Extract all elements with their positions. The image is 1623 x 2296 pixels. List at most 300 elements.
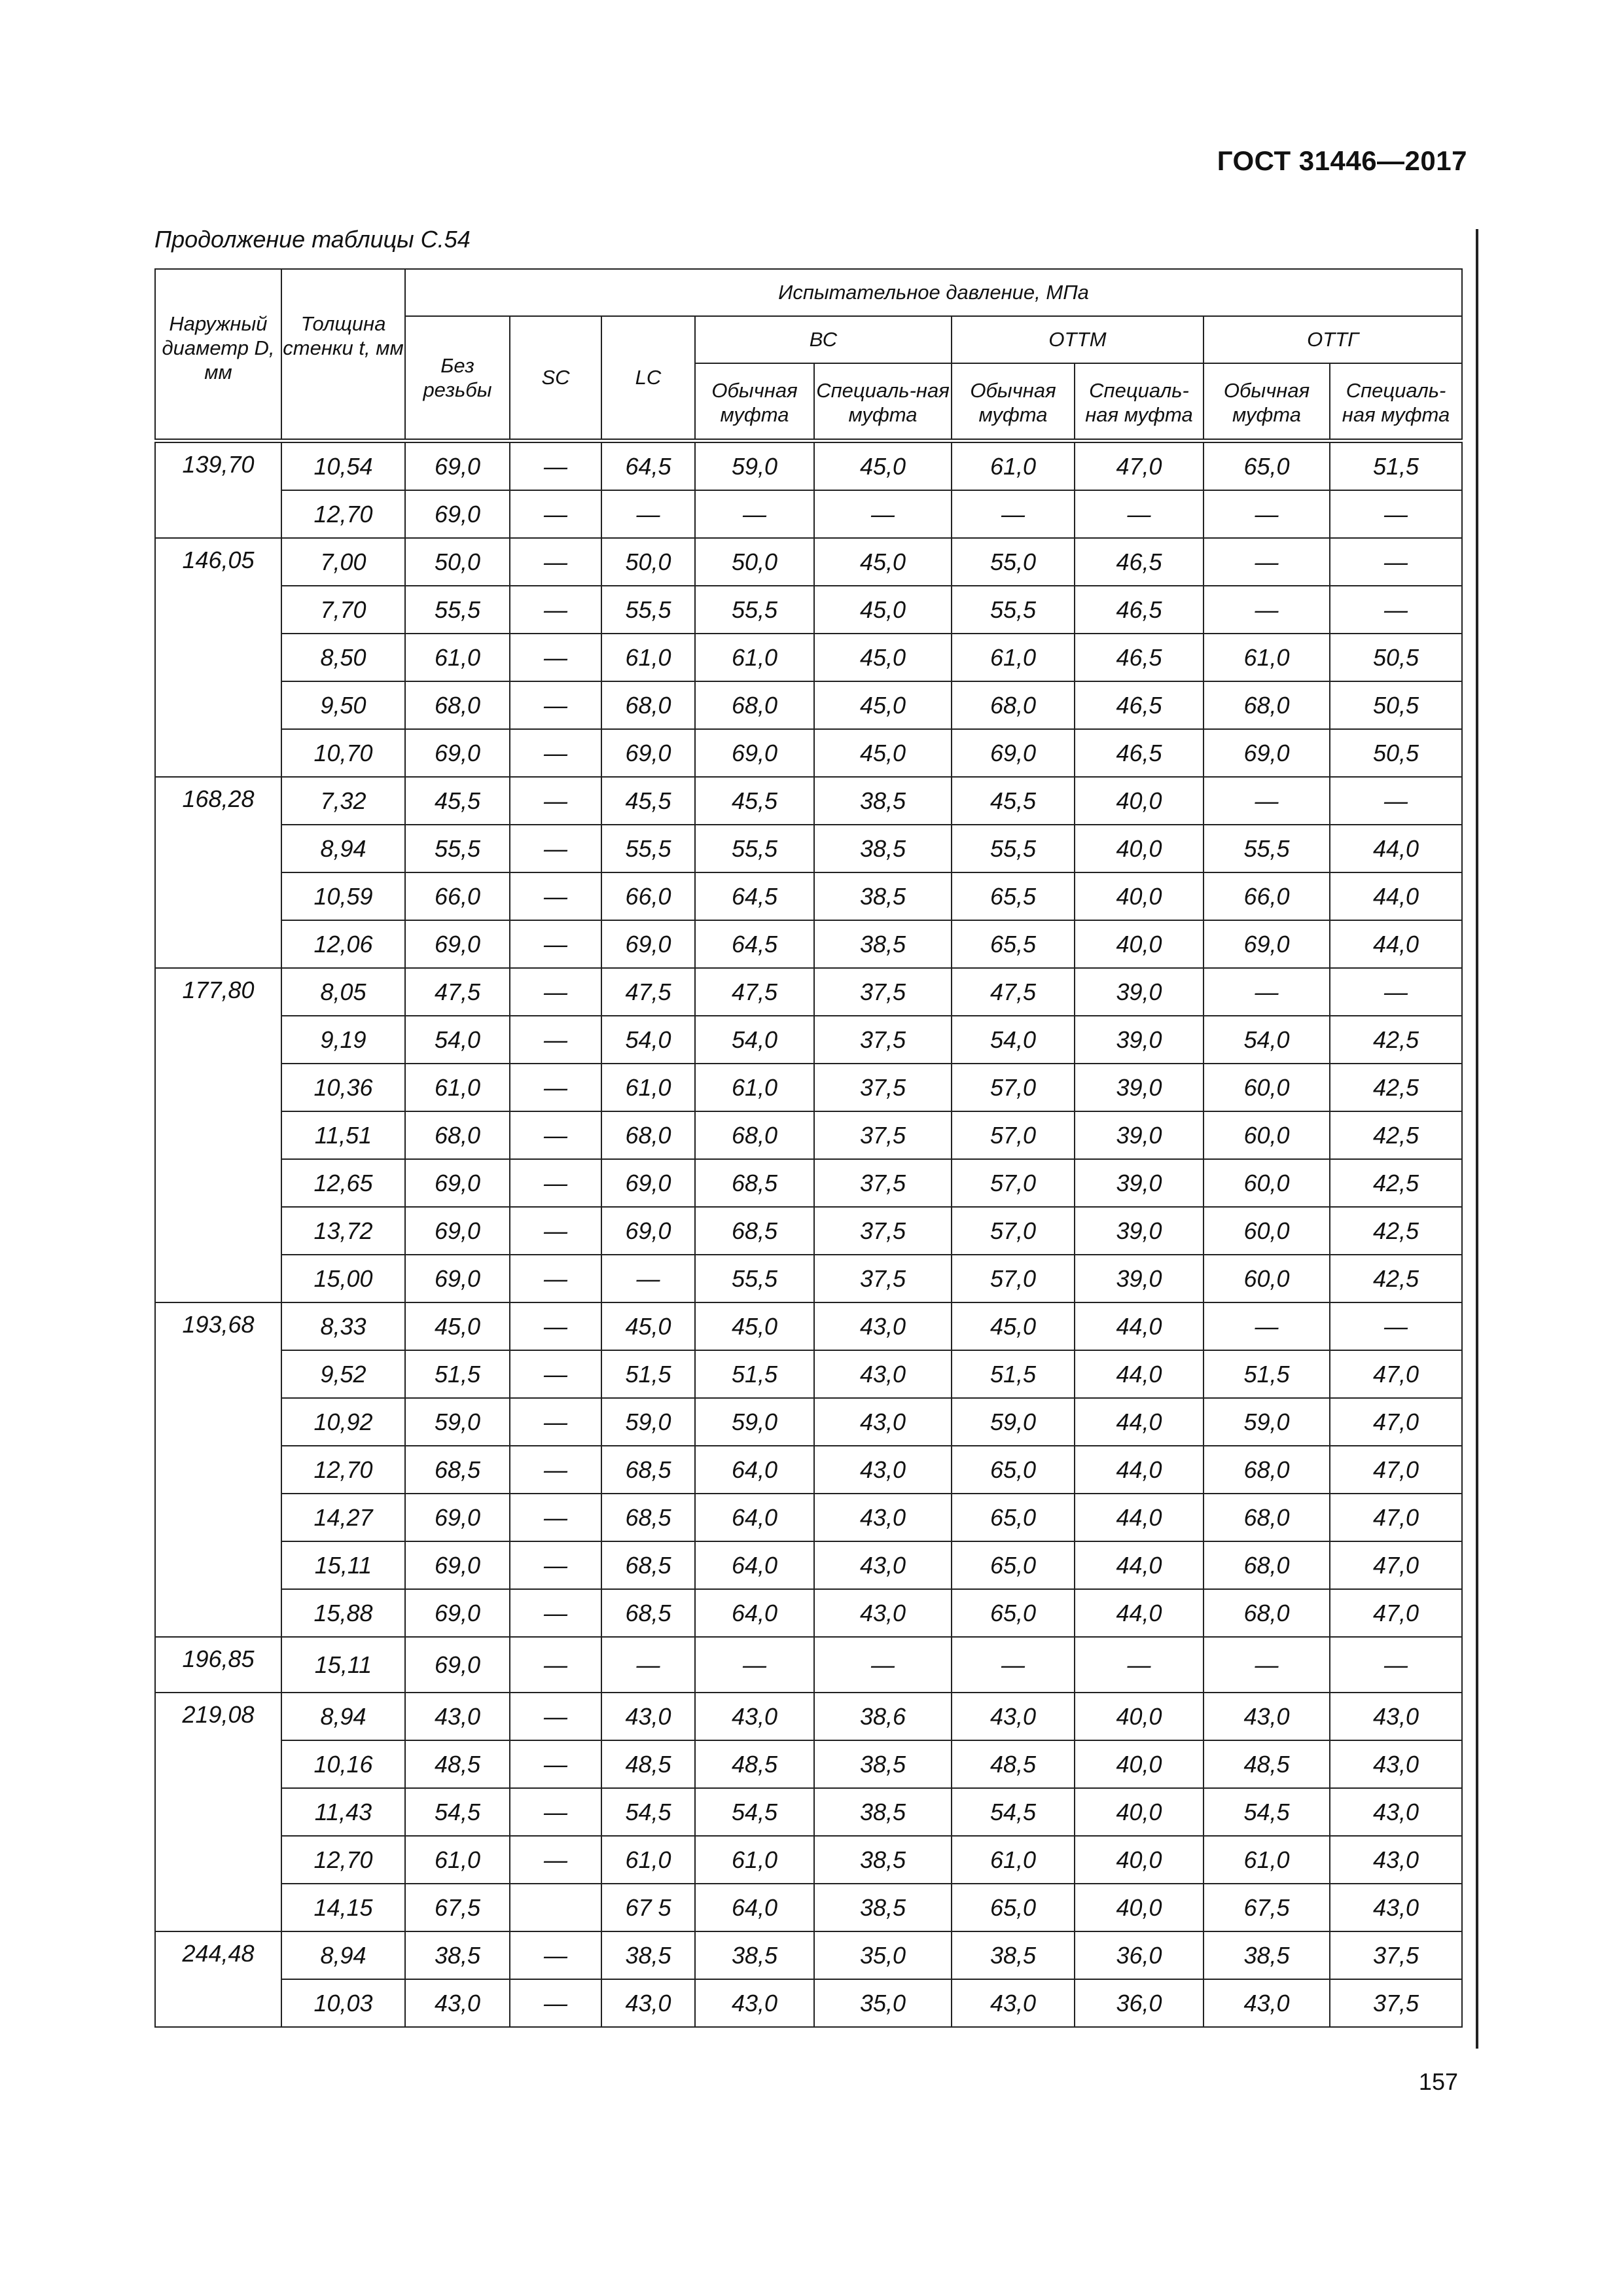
cell-bc-special: 45,0 — [814, 538, 952, 586]
cell-lc: 43,0 — [601, 1693, 695, 1740]
cell-ottg-regular: 68,0 — [1204, 681, 1330, 729]
cell-ottm-regular: 57,0 — [952, 1111, 1075, 1159]
cell-sc: — — [510, 681, 601, 729]
cell-ottm-regular: 59,0 — [952, 1398, 1075, 1446]
cell-bc-special: — — [814, 490, 952, 538]
cell-sc: — — [510, 1637, 601, 1693]
cell-ottm-special: 40,0 — [1075, 1693, 1204, 1740]
cell-no-thread: 45,0 — [405, 1302, 510, 1350]
cell-sc: — — [510, 1541, 601, 1589]
table-row — [155, 538, 1462, 586]
cell-no-thread: 69,0 — [405, 920, 510, 968]
cell-sc: — — [510, 1207, 601, 1255]
cell-sc: — — [510, 538, 601, 586]
table-row — [155, 920, 1462, 968]
cell-sc: — — [510, 1788, 601, 1836]
cell-bc-special: 45,0 — [814, 729, 952, 777]
cell-diameter: 193,68 — [155, 1302, 281, 1637]
cell-no-thread: 45,5 — [405, 777, 510, 825]
table-row — [155, 1255, 1462, 1302]
header-ottm-regular: Обычная муфта — [952, 363, 1075, 441]
cell-ottm-regular: 57,0 — [952, 1064, 1075, 1111]
cell-ottm-regular: 65,5 — [952, 920, 1075, 968]
cell-no-thread: 55,5 — [405, 825, 510, 872]
cell-lc: 68,5 — [601, 1541, 695, 1589]
cell-bc-special: 37,5 — [814, 1064, 952, 1111]
cell-sc: — — [510, 825, 601, 872]
table-row — [155, 1159, 1462, 1207]
cell-ottg-special: 47,0 — [1330, 1494, 1462, 1541]
cell-ottm-regular: 43,0 — [952, 1693, 1075, 1740]
cell-ottg-regular: 69,0 — [1204, 729, 1330, 777]
cell-ottg-special: 42,5 — [1330, 1255, 1462, 1302]
cell-bc-special: 45,0 — [814, 441, 952, 491]
cell-bc-regular: 45,0 — [695, 1302, 814, 1350]
cell-ottg-special: 42,5 — [1330, 1159, 1462, 1207]
cell-ottg-special: 44,0 — [1330, 920, 1462, 968]
cell-ottm-special: 36,0 — [1075, 1979, 1204, 2027]
cell-sc: — — [510, 1836, 601, 1884]
cell-bc-special: 43,0 — [814, 1589, 952, 1637]
cell-bc-regular: 64,0 — [695, 1494, 814, 1541]
cell-ottm-special: — — [1075, 1637, 1204, 1693]
cell-ottm-regular: — — [952, 490, 1075, 538]
cell-bc-regular: 64,5 — [695, 872, 814, 920]
cell-bc-regular: 54,0 — [695, 1016, 814, 1064]
table-row — [155, 1207, 1462, 1255]
table-row — [155, 1398, 1462, 1446]
table-row — [155, 1589, 1462, 1637]
cell-bc-regular: 68,5 — [695, 1207, 814, 1255]
cell-bc-regular: 55,5 — [695, 825, 814, 872]
cell-bc-special: 37,5 — [814, 1111, 952, 1159]
cell-no-thread: 69,0 — [405, 441, 510, 491]
table-row — [155, 1541, 1462, 1589]
cell-wall: 15,11 — [281, 1541, 405, 1589]
cell-bc-special: 37,5 — [814, 1255, 952, 1302]
cell-ottm-special: 36,0 — [1075, 1931, 1204, 1979]
table-row — [155, 1637, 1462, 1693]
cell-no-thread: 55,5 — [405, 586, 510, 634]
cell-sc: — — [510, 634, 601, 681]
cell-ottm-special: 44,0 — [1075, 1589, 1204, 1637]
cell-sc: — — [510, 777, 601, 825]
cell-ottg-regular: 68,0 — [1204, 1589, 1330, 1637]
cell-ottg-special: 43,0 — [1330, 1836, 1462, 1884]
cell-ottm-regular: 55,0 — [952, 538, 1075, 586]
table-row — [155, 1931, 1462, 1979]
cell-lc: 61,0 — [601, 1064, 695, 1111]
cell-sc — [510, 1884, 601, 1931]
cell-lc: 68,5 — [601, 1446, 695, 1494]
cell-bc-special: 43,0 — [814, 1446, 952, 1494]
cell-bc-regular: 64,0 — [695, 1589, 814, 1637]
cell-wall: 7,32 — [281, 777, 405, 825]
cell-sc: — — [510, 729, 601, 777]
table-row — [155, 1446, 1462, 1494]
header-diameter: Наружный диаметр D, мм — [155, 269, 281, 441]
cell-ottm-special: 40,0 — [1075, 777, 1204, 825]
table-caption: Продолжение таблицы С.54 — [154, 226, 471, 253]
cell-bc-regular: 64,5 — [695, 920, 814, 968]
cell-ottg-regular: 60,0 — [1204, 1207, 1330, 1255]
cell-ottm-special: 44,0 — [1075, 1494, 1204, 1541]
cell-ottg-regular: — — [1204, 968, 1330, 1016]
cell-diameter: 219,08 — [155, 1693, 281, 1931]
cell-bc-regular: 69,0 — [695, 729, 814, 777]
cell-no-thread: 68,0 — [405, 1111, 510, 1159]
cell-ottg-special: — — [1330, 538, 1462, 586]
cell-bc-special: 38,5 — [814, 920, 952, 968]
cell-lc: 48,5 — [601, 1740, 695, 1788]
cell-wall: 8,50 — [281, 634, 405, 681]
header-no-thread: Без резьбы — [405, 316, 510, 441]
cell-ottm-regular: 61,0 — [952, 634, 1075, 681]
cell-ottg-regular: — — [1204, 586, 1330, 634]
cell-ottg-special: 47,0 — [1330, 1398, 1462, 1446]
cell-sc: — — [510, 441, 601, 491]
cell-bc-regular: 38,5 — [695, 1931, 814, 1979]
cell-bc-special: 37,5 — [814, 1159, 952, 1207]
cell-ottm-regular: 55,5 — [952, 586, 1075, 634]
cell-bc-special: 43,0 — [814, 1350, 952, 1398]
cell-lc: 55,5 — [601, 825, 695, 872]
table-row — [155, 490, 1462, 538]
cell-wall: 15,11 — [281, 1637, 405, 1693]
cell-wall: 10,36 — [281, 1064, 405, 1111]
table-row — [155, 1016, 1462, 1064]
cell-bc-regular: — — [695, 1637, 814, 1693]
cell-bc-special: 43,0 — [814, 1398, 952, 1446]
cell-lc: 69,0 — [601, 1207, 695, 1255]
cell-ottg-regular: 51,5 — [1204, 1350, 1330, 1398]
cell-wall: 7,70 — [281, 586, 405, 634]
cell-lc: 61,0 — [601, 634, 695, 681]
cell-ottg-regular: 60,0 — [1204, 1111, 1330, 1159]
cell-ottm-special: 46,5 — [1075, 538, 1204, 586]
cell-no-thread: 54,0 — [405, 1016, 510, 1064]
cell-ottm-special: 44,0 — [1075, 1302, 1204, 1350]
cell-no-thread: 61,0 — [405, 1064, 510, 1111]
cell-ottg-regular: 61,0 — [1204, 1836, 1330, 1884]
cell-ottm-special: 46,5 — [1075, 634, 1204, 681]
cell-no-thread: 69,0 — [405, 1207, 510, 1255]
cell-ottm-special: 40,0 — [1075, 1884, 1204, 1931]
cell-ottm-regular: 48,5 — [952, 1740, 1075, 1788]
cell-ottg-special: 43,0 — [1330, 1884, 1462, 1931]
cell-ottg-regular: 61,0 — [1204, 634, 1330, 681]
cell-ottm-regular: 43,0 — [952, 1979, 1075, 2027]
cell-sc: — — [510, 1446, 601, 1494]
cell-ottg-regular: 60,0 — [1204, 1255, 1330, 1302]
cell-no-thread: 43,0 — [405, 1979, 510, 2027]
cell-lc: 38,5 — [601, 1931, 695, 1979]
cell-bc-special: 38,5 — [814, 1788, 952, 1836]
cell-ottm-special: 46,5 — [1075, 681, 1204, 729]
cell-wall: 13,72 — [281, 1207, 405, 1255]
cell-ottm-regular: 69,0 — [952, 729, 1075, 777]
cell-ottg-regular: 66,0 — [1204, 872, 1330, 920]
cell-ottg-regular: 67,5 — [1204, 1884, 1330, 1931]
cell-ottm-special: — — [1075, 490, 1204, 538]
cell-ottm-regular: 45,0 — [952, 1302, 1075, 1350]
cell-wall: 15,88 — [281, 1589, 405, 1637]
cell-ottm-regular: 65,0 — [952, 1884, 1075, 1931]
cell-sc: — — [510, 1159, 601, 1207]
table-row — [155, 1111, 1462, 1159]
table-row — [155, 1302, 1462, 1350]
cell-bc-regular: 64,0 — [695, 1884, 814, 1931]
cell-bc-regular: 61,0 — [695, 1064, 814, 1111]
cell-lc: 43,0 — [601, 1979, 695, 2027]
cell-ottg-special: 50,5 — [1330, 634, 1462, 681]
cell-bc-special: 38,5 — [814, 777, 952, 825]
cell-ottg-special: — — [1330, 490, 1462, 538]
cell-wall: 7,00 — [281, 538, 405, 586]
table-row — [155, 1740, 1462, 1788]
cell-bc-special: 45,0 — [814, 681, 952, 729]
cell-no-thread: 43,0 — [405, 1693, 510, 1740]
cell-sc: — — [510, 1931, 601, 1979]
cell-wall: 10,59 — [281, 872, 405, 920]
cell-wall: 12,06 — [281, 920, 405, 968]
cell-bc-regular: 68,5 — [695, 1159, 814, 1207]
table-row — [155, 1836, 1462, 1884]
cell-ottm-regular: 57,0 — [952, 1159, 1075, 1207]
document-title: ГОСТ 31446—2017 — [1217, 145, 1467, 176]
table-row — [155, 1979, 1462, 2027]
cell-ottg-special: 47,0 — [1330, 1541, 1462, 1589]
cell-bc-regular: 59,0 — [695, 1398, 814, 1446]
cell-ottm-special: 40,0 — [1075, 1788, 1204, 1836]
cell-ottg-special: 44,0 — [1330, 872, 1462, 920]
cell-ottm-regular: 65,0 — [952, 1541, 1075, 1589]
cell-ottm-special: 40,0 — [1075, 872, 1204, 920]
cell-ottm-special: 46,5 — [1075, 586, 1204, 634]
cell-no-thread: 61,0 — [405, 1836, 510, 1884]
cell-ottg-special: — — [1330, 586, 1462, 634]
cell-wall: 10,16 — [281, 1740, 405, 1788]
cell-wall: 12,65 — [281, 1159, 405, 1207]
cell-bc-regular: 68,0 — [695, 681, 814, 729]
table-row — [155, 1350, 1462, 1398]
cell-ottg-regular: 54,5 — [1204, 1788, 1330, 1836]
cell-ottg-regular: 68,0 — [1204, 1494, 1330, 1541]
table-row — [155, 729, 1462, 777]
header-pressure-group: Испытательное давление, МПа — [405, 269, 1462, 316]
cell-ottm-special: 39,0 — [1075, 1255, 1204, 1302]
cell-ottm-regular: 38,5 — [952, 1931, 1075, 1979]
cell-bc-regular: — — [695, 490, 814, 538]
cell-bc-regular: 50,0 — [695, 538, 814, 586]
cell-bc-special: 38,5 — [814, 1740, 952, 1788]
cell-ottm-regular: 65,0 — [952, 1494, 1075, 1541]
cell-ottm-special: 39,0 — [1075, 1111, 1204, 1159]
cell-ottm-regular: 47,5 — [952, 968, 1075, 1016]
cell-wall: 12,70 — [281, 490, 405, 538]
cell-no-thread: 69,0 — [405, 1159, 510, 1207]
cell-ottm-regular: 57,0 — [952, 1255, 1075, 1302]
header-ottm: ОТТМ — [952, 316, 1204, 363]
cell-lc: 68,0 — [601, 1111, 695, 1159]
cell-wall: 11,43 — [281, 1788, 405, 1836]
cell-ottm-special: 39,0 — [1075, 1207, 1204, 1255]
cell-ottg-special: 50,5 — [1330, 681, 1462, 729]
cell-ottg-special: 43,0 — [1330, 1693, 1462, 1740]
cell-lc: 55,5 — [601, 586, 695, 634]
cell-ottm-regular: 68,0 — [952, 681, 1075, 729]
cell-bc-regular: 64,0 — [695, 1446, 814, 1494]
cell-lc: 68,0 — [601, 681, 695, 729]
cell-ottg-regular: 69,0 — [1204, 920, 1330, 968]
cell-lc: 66,0 — [601, 872, 695, 920]
cell-ottg-special: — — [1330, 777, 1462, 825]
cell-bc-special: 38,6 — [814, 1693, 952, 1740]
cell-ottg-regular: — — [1204, 777, 1330, 825]
cell-bc-special: 38,5 — [814, 825, 952, 872]
cell-wall: 12,70 — [281, 1446, 405, 1494]
cell-wall: 14,27 — [281, 1494, 405, 1541]
cell-ottm-special: 44,0 — [1075, 1446, 1204, 1494]
cell-lc: 47,5 — [601, 968, 695, 1016]
table-row — [155, 1884, 1462, 1931]
header-sc: SC — [510, 316, 601, 441]
cell-ottm-special: 39,0 — [1075, 968, 1204, 1016]
cell-wall: 11,51 — [281, 1111, 405, 1159]
cell-lc: 54,0 — [601, 1016, 695, 1064]
cell-no-thread: 68,5 — [405, 1446, 510, 1494]
cell-wall: 8,33 — [281, 1302, 405, 1350]
cell-ottg-regular: 38,5 — [1204, 1931, 1330, 1979]
cell-no-thread: 67,5 — [405, 1884, 510, 1931]
pressure-table — [154, 268, 1463, 2028]
cell-no-thread: 69,0 — [405, 1637, 510, 1693]
cell-ottm-regular: 45,5 — [952, 777, 1075, 825]
header-ottg-special: Специаль-ная муфта — [1330, 363, 1462, 441]
cell-bc-regular: 43,0 — [695, 1693, 814, 1740]
cell-ottg-special: 37,5 — [1330, 1931, 1462, 1979]
cell-no-thread: 61,0 — [405, 634, 510, 681]
cell-ottg-special: — — [1330, 1637, 1462, 1693]
cell-ottg-regular: — — [1204, 1637, 1330, 1693]
cell-bc-regular: 45,5 — [695, 777, 814, 825]
cell-bc-special: 43,0 — [814, 1494, 952, 1541]
cell-ottm-regular: 65,5 — [952, 872, 1075, 920]
cell-lc: 59,0 — [601, 1398, 695, 1446]
cell-ottm-special: 46,5 — [1075, 729, 1204, 777]
cell-ottg-special: 47,0 — [1330, 1350, 1462, 1398]
cell-bc-special: 37,5 — [814, 1207, 952, 1255]
cell-ottm-regular: 54,5 — [952, 1788, 1075, 1836]
header-bc-regular: Обычная муфта — [695, 363, 814, 441]
table-row — [155, 681, 1462, 729]
cell-ottm-special: 40,0 — [1075, 920, 1204, 968]
header-ottg: ОТТГ — [1204, 316, 1462, 363]
cell-ottg-regular: 68,0 — [1204, 1446, 1330, 1494]
cell-bc-special: 43,0 — [814, 1541, 952, 1589]
cell-wall: 10,92 — [281, 1398, 405, 1446]
cell-ottm-regular: 61,0 — [952, 441, 1075, 491]
cell-no-thread: 69,0 — [405, 1589, 510, 1637]
cell-no-thread: 69,0 — [405, 490, 510, 538]
cell-ottg-regular: 54,0 — [1204, 1016, 1330, 1064]
cell-ottg-special: 44,0 — [1330, 825, 1462, 872]
cell-bc-regular: 54,5 — [695, 1788, 814, 1836]
cell-sc: — — [510, 1494, 601, 1541]
cell-ottm-special: 44,0 — [1075, 1398, 1204, 1446]
cell-bc-special: 35,0 — [814, 1979, 952, 2027]
cell-no-thread: 48,5 — [405, 1740, 510, 1788]
cell-ottm-special: 39,0 — [1075, 1064, 1204, 1111]
cell-sc: — — [510, 968, 601, 1016]
cell-wall: 15,00 — [281, 1255, 405, 1302]
cell-lc: 54,5 — [601, 1788, 695, 1836]
cell-lc: 69,0 — [601, 920, 695, 968]
cell-lc: 68,5 — [601, 1494, 695, 1541]
cell-ottm-regular: 65,0 — [952, 1589, 1075, 1637]
cell-bc-special: 37,5 — [814, 1016, 952, 1064]
cell-ottm-special: 47,0 — [1075, 441, 1204, 491]
cell-ottg-regular: 68,0 — [1204, 1541, 1330, 1589]
cell-wall: 10,54 — [281, 441, 405, 491]
cell-sc: — — [510, 1589, 601, 1637]
cell-ottg-regular: 48,5 — [1204, 1740, 1330, 1788]
table-row — [155, 586, 1462, 634]
cell-ottg-special: 42,5 — [1330, 1111, 1462, 1159]
cell-ottm-special: 39,0 — [1075, 1016, 1204, 1064]
cell-lc: 45,0 — [601, 1302, 695, 1350]
cell-ottm-regular: — — [952, 1637, 1075, 1693]
cell-lc: 69,0 — [601, 729, 695, 777]
cell-bc-special: 38,5 — [814, 1884, 952, 1931]
cell-bc-regular: 51,5 — [695, 1350, 814, 1398]
cell-no-thread: 69,0 — [405, 1541, 510, 1589]
cell-wall: 9,52 — [281, 1350, 405, 1398]
cell-bc-special: 45,0 — [814, 634, 952, 681]
cell-ottm-regular: 65,0 — [952, 1446, 1075, 1494]
cell-ottg-regular: — — [1204, 1302, 1330, 1350]
cell-diameter: 139,70 — [155, 441, 281, 539]
cell-wall: 10,70 — [281, 729, 405, 777]
cell-no-thread: 50,0 — [405, 538, 510, 586]
cell-sc: — — [510, 1255, 601, 1302]
cell-diameter: 196,85 — [155, 1637, 281, 1693]
cell-sc: — — [510, 1350, 601, 1398]
cell-wall: 9,50 — [281, 681, 405, 729]
cell-ottg-special: 43,0 — [1330, 1788, 1462, 1836]
cell-sc: — — [510, 1740, 601, 1788]
cell-lc: — — [601, 1637, 695, 1693]
cell-sc: — — [510, 1979, 601, 2027]
table-row — [155, 441, 1462, 491]
cell-ottg-special: 50,5 — [1330, 729, 1462, 777]
cell-ottm-regular: 57,0 — [952, 1207, 1075, 1255]
cell-bc-regular: 61,0 — [695, 634, 814, 681]
cell-lc: 69,0 — [601, 1159, 695, 1207]
cell-wall: 10,03 — [281, 1979, 405, 2027]
cell-wall: 8,94 — [281, 1931, 405, 1979]
cell-ottm-special: 44,0 — [1075, 1350, 1204, 1398]
cell-wall: 9,19 — [281, 1016, 405, 1064]
cell-ottg-regular: 60,0 — [1204, 1064, 1330, 1111]
cell-lc: 64,5 — [601, 441, 695, 491]
cell-lc: 67 5 — [601, 1884, 695, 1931]
cell-ottg-regular: 43,0 — [1204, 1979, 1330, 2027]
table-row — [155, 872, 1462, 920]
cell-bc-special: 37,5 — [814, 968, 952, 1016]
cell-bc-regular: 48,5 — [695, 1740, 814, 1788]
cell-ottm-special: 40,0 — [1075, 1836, 1204, 1884]
